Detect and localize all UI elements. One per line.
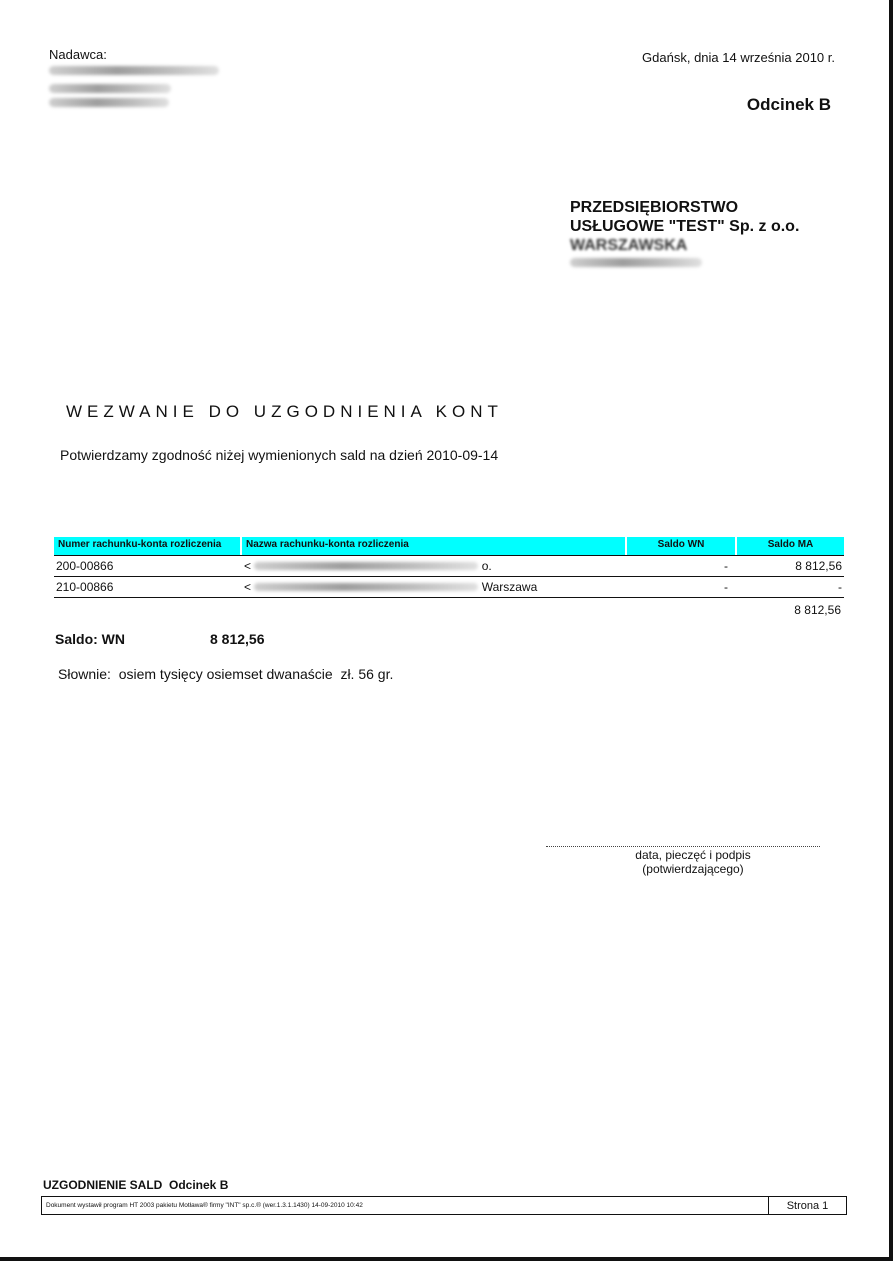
signature-caption-line-2: (potwierdzającego) <box>642 862 744 876</box>
cell-account-number: 210-00866 <box>56 580 114 594</box>
recipient-line-1: PRZEDSIĘBIORSTWO <box>570 199 739 216</box>
redacted-sender-line-3 <box>49 98 169 107</box>
page-number: Strona 1 <box>768 1197 846 1214</box>
document-title: WEZWANIE DO UZGODNIENIA KONT <box>66 402 503 421</box>
cell-saldo-wn: - <box>724 559 728 573</box>
balance-table <box>54 537 844 598</box>
cell-saldo-ma: - <box>838 580 842 594</box>
name-suffix: Warszawa <box>481 580 538 594</box>
redacted-sender-line-1 <box>49 66 219 75</box>
cell-saldo-ma: 8 812,56 <box>795 559 842 573</box>
header-saldo-wn: Saldo WN <box>627 537 735 555</box>
signature-caption-line-1: data, pieczęć i podpis <box>635 848 751 862</box>
total-saldo-ma: 8 812,56 <box>794 603 841 617</box>
cell-account-name <box>242 559 626 573</box>
date-line: Gdańsk, dnia 14 września 2010 r. <box>642 50 835 65</box>
header-account-number: Numer rachunku-konta rozliczenia <box>54 537 240 555</box>
redacted-recipient-line <box>570 258 702 267</box>
redacted-sender-line-2 <box>49 84 171 93</box>
header-saldo-ma: Saldo MA <box>737 537 844 555</box>
sender-label: Nadawca: <box>49 47 107 62</box>
footer-box <box>41 1196 847 1215</box>
table-row <box>54 576 844 597</box>
recipient-address <box>570 198 799 255</box>
name-prefix: < <box>244 580 252 594</box>
confirmation-text: Potwierdzamy zgodność niżej wymienionych sald na dzień 2010-09-14 <box>60 447 499 463</box>
table-bottom-rule <box>54 597 844 598</box>
saldo-value: 8 812,56 <box>210 631 265 647</box>
signature-line <box>546 846 820 847</box>
footer-title: UZGODNIENIE SALD Odcinek B <box>43 1178 229 1192</box>
name-suffix: o. <box>481 559 492 573</box>
recipient-line-3: WARSZAWSKA <box>570 237 688 254</box>
header-account-name: Nazwa rachunku-konta rozliczenia <box>242 537 625 555</box>
footer-note: Dokument wystawił program HT 2003 pakietu Motława® firmy "INT" sp.c.® (wer.1.3.1.1430) 14-09-2010 10:42 <box>46 1202 363 1209</box>
saldo-label: Saldo: WN <box>55 631 125 647</box>
redacted-account-name <box>254 562 478 570</box>
redacted-account-name <box>254 583 478 591</box>
cell-account-name <box>242 580 626 594</box>
table-row <box>54 555 844 576</box>
table-header <box>54 537 844 555</box>
signature-caption <box>546 848 840 876</box>
amount-in-words: Słownie: osiem tysięcy osiemset dwanaście zł. 56 gr. <box>58 666 394 682</box>
cell-saldo-wn: - <box>724 580 728 594</box>
name-prefix: < <box>244 559 252 573</box>
section-label: Odcinek B <box>746 95 831 114</box>
cell-account-number: 200-00866 <box>56 559 114 573</box>
recipient-line-2: USŁUGOWE "TEST" Sp. z o.o. <box>570 218 800 235</box>
